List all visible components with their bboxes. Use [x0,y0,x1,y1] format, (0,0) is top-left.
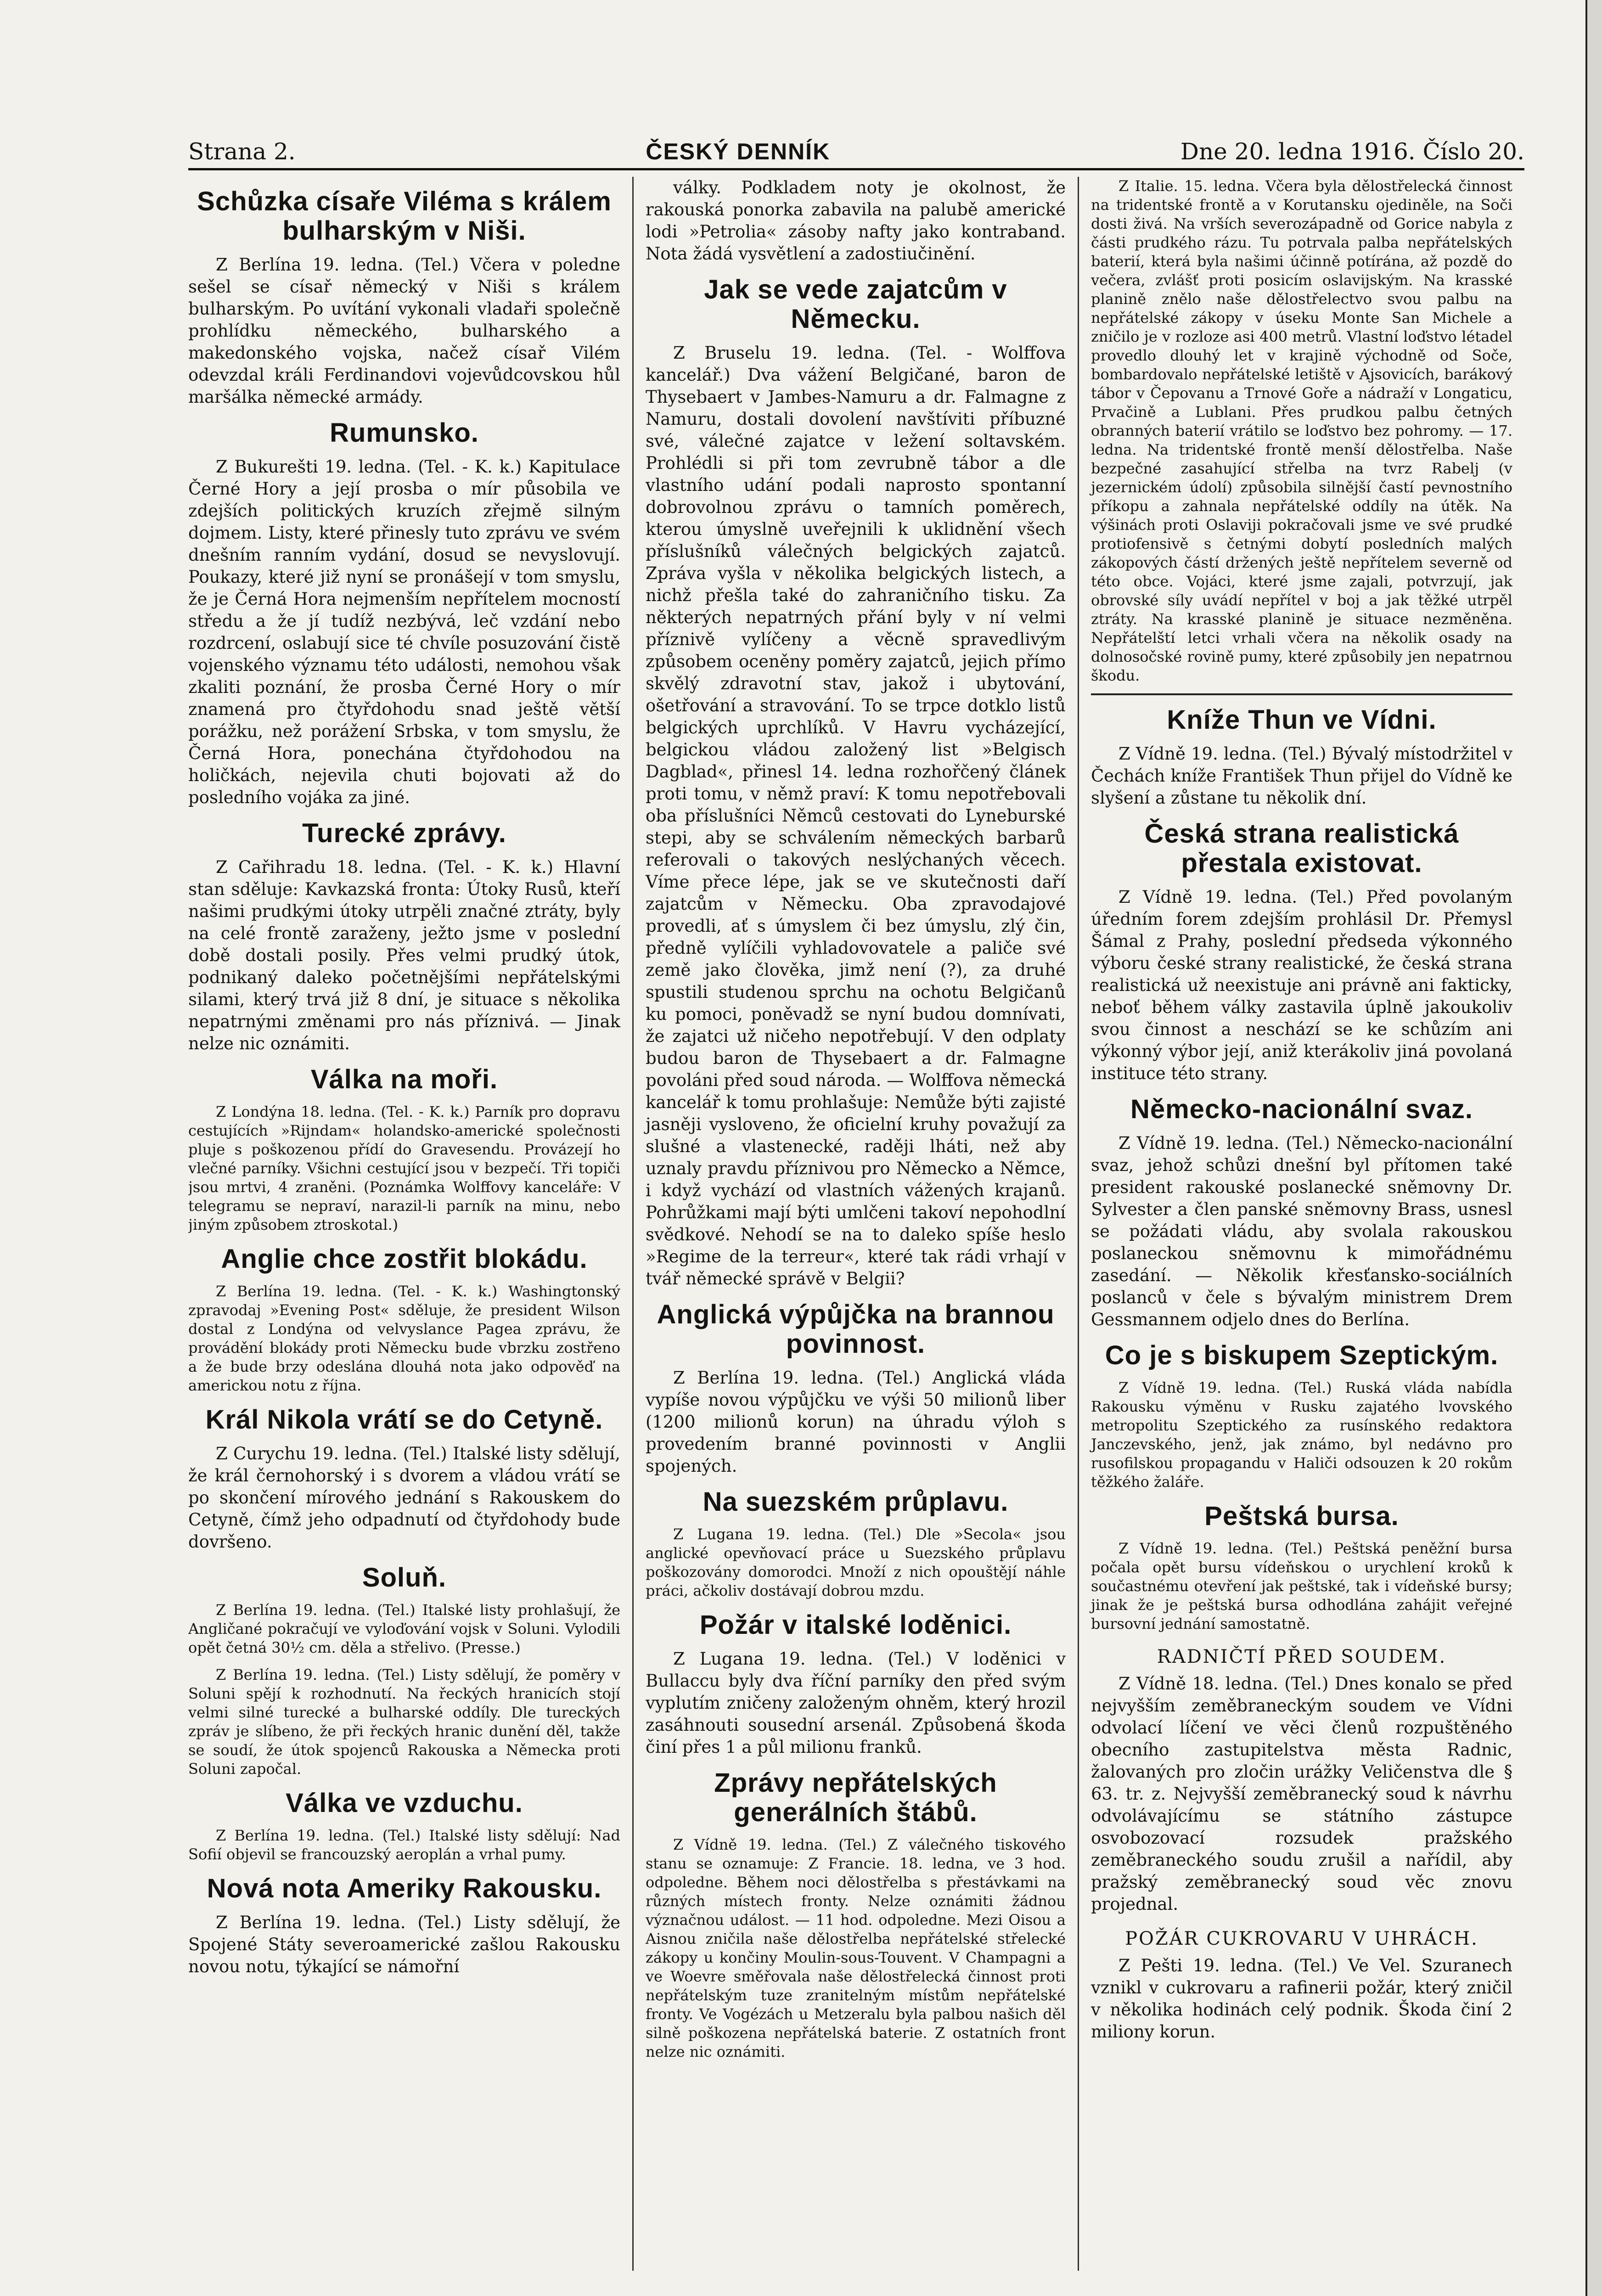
article-text: Z Vídně 19. ledna. (Tel.) Peštská peněžní bursa počala opět bursu vídeňskou o urychlení kroků k součastnému otevření jak peštské, tak i vídeňské bursy; jinak že je peštská bursa odhodlána zahájit veřejné bursovní jednání samostatně. [1091,1540,1512,1632]
headline: Anglická výpůjčka na brannou povinnost. [657,1300,1055,1359]
article-text: Z Berlína 19. ledna. (Tel.) Listy sdělují, že Spojené Státy severoamerické zašlou Rakousku novou notu, týkající se námořní [188,1913,620,1976]
headline: Soluň. [362,1563,447,1593]
headline: Turecké zprávy. [302,818,506,848]
article-text: Z Londýna 18. ledna. (Tel. - K. k.) Parník pro dopravu cestujících »Rijndam« holandsko-americké společnosti pluje s poškozenou přídí do Gravesendu. Provázejí ho vlečné parníky. Všichni cestující jsou v bezpečí. Tři topiči jsou mrtvi, 4 zraněni. (Poznámka Wolffovy kanceláře: V telegramu se nepraví, narazil-li parník na minu, nebo jiným způsobem ztroskotal.) [188,1103,620,1233]
headline: Co je s biskupem Szeptickým. [1105,1340,1499,1370]
headline: Král Nikola vrátí se do Cetyně. [205,1405,603,1435]
article-text: Z Vídně 18. ledna. (Tel.) Dnes konalo se před nejvyšším zeměbraneckým soudem ve Vídni odvolací líčení ve věci členů rozpuštěného obecního zastupitelstva města Radnic, žalovaných pro zločin urážky Veličenstva dle § 63. tr. z. Nejvyšší zeměbranecký soud k návrhu odvolávajícímu se státního zástupce osvobozovací rozsudek pražského zeměbraneckého soudu zrušil a nařídil, aby pražský zeměbranecký soud věc znovu projednal. [1091,1674,1512,1914]
headline: Nová nota Ameriky Rakousku. [207,1874,602,1903]
column-2 [634,177,1079,2271]
column-3 [1079,177,1524,2271]
article-text: Z Bukurešti 19. ledna. (Tel. - K. k.) Kapitulace Černé Hory a její prosba o mír působila ve zdejších politických kruzích zřejmě silným dojmem. Listy, které přinesly tuto zprávu ve svém dnešním ranním vydání, dosud se nevyslovují. Poukazy, které již nyní se pronášejí v tom smyslu, že je Černá Hora nejmenším nepřítelem mocností středu a že jí tudíž nezbývá, leč vzdání nebo rozdrcení, oslabují sice té chvíle posuzování čistě vojenského významu této události, nemohou však zkaliti poznání, že prosba Černé Hory o mír znamená pro čtyřdohodu snad ještě větší porážku, než porážení Srbska, v tom smyslu, že Černá Hora, ponechána čtyřdohodou na holičkách, nejevila chuti bojovati až do posledního vojáka za jiné. [188,457,620,807]
article-text: Z Vídně 19. ledna. (Tel.) Z válečného tiskového stanu se oznamuje: Z Francie. 18. ledna, ve 3 hod. odpoledne. Během noci dělostřelba s přestávkami na různých místech fronty. Nelze oznámiti žádnou význačnou událost. — 11 hod. odpoledne. Mezi Oisou a Aisnou zničila naše dělostřelba nepřátelské střelecké zákopy u končiny Moulin-sous-Touvent. V Champagni a ve Woevre směřovala naše dělostřelecká činnost proti nepřátelským tuze zranitelným místům nepřátelské fronty. Ve Vogézách u Metzeralu byla palbou našich děl silně poškozena nepřátelská baterie. Z ostatních front nelze nic oznámiti. [646,1836,1066,2060]
article-text: Z Bruselu 19. ledna. (Tel. - Wolffova kancelář.) Dva vážení Belgičané, baron de Thysebaert v Jambes-Namuru a dr. Falmagne z Namuru, dostali dovolení navštíviti příbuzné své, válečné zajatce v ležení soltavském. Prohlédli si při tom zevrubně tábor a dle vlastního udání podali naprosto spontanní dobrovolnou zprávu o tamních poměrech, kterou úmyslně uveřejnili k uklidnění všech příslušníků válečných belgických zajatců. Zpráva vyšla v několika belgických listech, a nichž přešla také do zahraničního tisku. Za některých nepatrných přání byly v ní velmi příznivě vylíčeny a věcně spravedlivým způsobem oceněny poměry zajatců, jejich přímo skvělý zdravotní stav, jakož i ubytování, ošetřování a stravování. To se trpce dotklo listů belgických uprchlíků. V Havru vycházející, belgickou vládou založený list »Belgisch Dagblad«, přinesl 14. ledna rozhořčený článek proti tomu, v němž praví: K tomu nepotřebovali oba příslušníci Němců cestovati do Lyneburské stepi, aby se schválením německých barbarů referovali o takových neslýchaných věcech. Víme přece lépe, jak se ve skutečnosti daří zajatcům v Německu. Oba zpravodajové provedli, ať s úmyslem či bez úmyslu, zlý čin, předně vylíčili vyhladovovatele a paliče své země jako člověka, jimž není (?), za druhé spustili studenou sprchu na ochotu Belgičanů ku pomoci, poněvadž se nyní budou domnívati, že zajatci už ničeho nepotřebují. V den odplaty budou baron de Thysebaert a dr. Falmagne povoláni před soud národa. — Wolffova německá kancelář k tomu prohlašuje: Nemůže býti zajisté jasněji vysloveno, že oficielní kruhy považují za slušné a vlastenecké, raději lháti, než aby uznaly pravdu příznivou pro Německo a Němce, i když vychází od vlastních vážených krajanů. Pohrůžkami mají býti umlčeni takoví nepohodlní svědkové. Nehodí se na to daleko spíše heslo »Regime de la terreur«, které tak rádi vrhají v tvář německé správě v Belgii? [646,343,1066,1289]
masthead: ČESKÝ DENNÍK [646,139,831,164]
headline: Schůzka císaře Viléma s králem bulharským v Niši. [197,186,612,246]
date-issue: Dne 20. ledna 1916. Číslo 20. [1180,138,1524,165]
subheadline: POŽÁR CUKROVARU V UHRÁCH. [1125,1928,1478,1949]
headline: Jak se vede zajatcům v Německu. [704,275,1007,334]
article-text: Z Vídně 19. ledna. (Tel.) Německo-nacionální svaz, jehož schůzi dnešní byl přítomen také president rakouské poslanecké sněmovny Dr. Sylvester a člen panské sněmovny Brass, usnesl se požádati vládu, aby svolala rakouskou poslaneckou sněmovnu k mimořádnému zasedání. — Několik křesťansko-sociálních poslanců v čele s bývalým ministrem Drem Gessmannem odjelo dnes do Berlína. [1091,1133,1512,1329]
article-text: Z Berlína 19. ledna. (Tel.) Listy sdělují, že poměry v Soluni spějí k rozhodnutí. Na řeckých hranicích stojí velmi silné turecké a bulharské oddíly. Dle tureckých zpráv je slíbeno, že při řeckých hranic dunění děl, takže se soudí, že útok spojenců Rakouska a Německa proti Soluni započal. [188,1666,620,1778]
article-text: Z Pešti 19. ledna. (Tel.) Ve Vel. Szuranech vznikl v cukrovaru a rafinerii požár, který zničil v několika hodinách celý podnik. Škoda činí 2 miliony korun. [1091,1956,1512,2042]
article-text: Z Cařihradu 18. ledna. (Tel. - K. k.) Hlavní stan sděluje: Kavkazská fronta: Útoky Rusů, kteří našimi prudkými útoky utrpěli značné ztráty, byly na celé frontě zaraženy, ježto jsme v poslední době dostali posily. Přes velmi prudký útok, podnikaný daleko početnějšími nepřátelskými silami, který trvá již 8 dní, je situace s několika nepatrnými změnami pro nás příznivá. — Jinak nelze nic oznámiti. [188,857,620,1053]
article-text: Z Lugana 19. ledna. (Tel.) Dle »Secola« jsou anglické opevňovací práce u Suezského průplavu poškozovány domorodci. Množí z nich opouštějí náhle práci, ačkoliv dostávají dobrou mzdu. [646,1525,1066,1599]
column-1 [188,177,634,2271]
article-text: Z Berlína 19. ledna. (Tel.) Včera v poledne sešel se císař německý v Niši s králem bulharským. Po uvítání vykonali vladaři společně prohlídku německého, bulharského a makedonského vojska, načež císař Vilém odevzdal králi Ferdinandovi vojevůdcovskou hůl maršálka německé armády. [188,255,620,407]
headline: Rumunsko. [330,418,479,448]
headline: Zprávy nepřátelských generálních štábů. [714,1768,997,1827]
headline: Německo-nacionální svaz. [1130,1094,1473,1124]
page-number: Strana 2. [188,138,296,165]
article-text: Z Curychu 19. ledna. (Tel.) Italské listy sdělují, že král černohorský i s dvorem a vládou vrátí se po skončení mírového jednání s Rakouskem do Cetyně, čímž jeho odpadnutí od čtyřdohody bude dovršeno. [188,1444,620,1552]
headline: Válka na moři. [310,1064,498,1094]
article-text: Z Vídně 19. ledna. (Tel.) Bývalý místodržitel v Čechách kníže František Thun přijel do Vídně ke slyšení a zůstane tu několik dní. [1091,744,1512,808]
article-text: Z Vídně 19. ledna. (Tel.) Ruská vláda nabídla Rakousku výměnu v Rusku zajatého lvovského metropolitu Szeptického za rusínského redaktora Janczevského, jenž, jak známo, byl nedávno pro rusofilskou propagandu v Haliči odsouzen k 20 rokům těžkého žaláře. [1091,1379,1512,1491]
page-edge [1585,0,1602,2296]
headline: Anglie chce zostřit blokádu. [221,1244,588,1274]
headline: Požár v italské loděnici. [699,1610,1012,1640]
divider [1091,693,1512,695]
page-header [188,124,1524,170]
article-text: Z Vídně 19. ledna. (Tel.) Před povolaným úředním forem zdejším prohlásil Dr. Přemysl Šámal z Prahy, poslední předseda výkonného výboru české strany realistické, že česká strana realistická už neexistuje ani právně ani fakticky, neboť během války zastavila úplně jakoukoliv svou činnost a neschází se ke schůzím ani výkonný výbor její, aniž kterákoliv jiná povolaná instituce této strany. [1091,887,1512,1083]
headline: Česká strana realistická přestala existovat. [1144,819,1459,878]
headline: Peštská bursa. [1204,1501,1399,1531]
article-text: války. Podkladem noty je okolnost, že rakouská ponorka zabavila na palubě americké lodi »Petrolia« zásoby nafty jako kontraband. Nota žádá vysvětlení a zadostiučinění. [646,178,1066,264]
article-text: Z Berlína 19. ledna. (Tel. - K. k.) Washingtonský zpravodaj »Evening Post« sděluje, že president Wilson dostal z Londýna od velvyslance Pagea zprávu, že provádění blokády proti Německu bude vbrzku zostřeno a že bude brzy odeslána dlouhá nota jako odpověď na americkou notu z října. [188,1283,620,1394]
article-text: Z Italie. 15. ledna. Včera byla dělostřelecká činnost na tridentské frontě a v Korutansku ojediněle, na Soči dosti živá. Na vrších severozápadně od Gorice nabyla z části prudkého rázu. Tu potrvala palba nepřátelských baterií, která byla našimi účinně potírána, až pozdě do večera, zvlášť proti posicím oslavijským. Na krasské planině znělo naše dělostřelectvo svou palbu na nepřátelské zákopy v úseku Monte San Michele a zničilo je v rozloze asi 400 metrů. Vlastní loďstvo létadel provedlo dlouhý let v krajině východně od Soče, bombardovalo nepřátelské letiště v Ajsovicích, barákový tábor v Čepovanu a Trnové Goře a nádraží v Longaticu, Prvačině a Lublani. Přes prudkou palbu četných obranných baterií vrátilo se loďstvo bez pohromy. — 17. ledna. Na tridentské frontě menší dělostřelba. Naše bezpečné zasahující střelba na tvrz Rabelj (v jezernickém údolí) způsobila silnější častí pevnostního příkopu a zahnala nepřátelské oddíly na útěk. Na výšinách proti Oslaviji pokračovali jsme ve své prudké protiofensivě s četnými dobytí posledních malých zákopových částí držených ještě nepřítelem severně od této obce. Vojáci, které jsme zajali, potvrzují, jak obrovské síly uvádí nepřítel v boj a jak těžké utrpěl ztráty. Na krasské planině je situace nezměněna. Nepřátelští letci vrhali včera na několik osady na dolnosočské rovině pumy, které způsobily jen nepatrnou škodu. [1091,177,1512,684]
columns [188,177,1524,2271]
headline: Na suezském průplavu. [703,1487,1009,1517]
article-text: Z Berlína 19. ledna. (Tel.) Italské listy sdělují: Nad Sofií objevil se francouzský aeroplán a vrhal pumy. [188,1827,620,1863]
headline: Válka ve vzduchu. [286,1788,523,1818]
headline: Kníže Thun ve Vídni. [1167,705,1437,735]
article-text: Z Lugana 19. ledna. (Tel.) V loděnici v Bullaccu byly dva říční parníky den před svým vyplutím zničeny založeným ohněm, který hrozil zasáhnouti sousední arsenál. Způsobená škoda činí přes 1 a půl milionu franků. [646,1649,1066,1757]
subheadline: RADNIČTÍ PŘED SOUDEM. [1157,1646,1447,1667]
article-text: Z Berlína 19. ledna. (Tel.) Italské listy prohlašují, že Angličané pokračují ve vyloďování vojsk v Soluni. Vylodili opět četná 30½ cm. děla a střelivo. (Presse.) [188,1601,620,1656]
article-text: Z Berlína 19. ledna. (Tel.) Anglická vláda vypíše novou výpůjčku ve výši 50 milionů liber (1200 milionů korun) na úhradu výloh s provedením branné povinnosti v Anglii spojených. [646,1368,1066,1476]
